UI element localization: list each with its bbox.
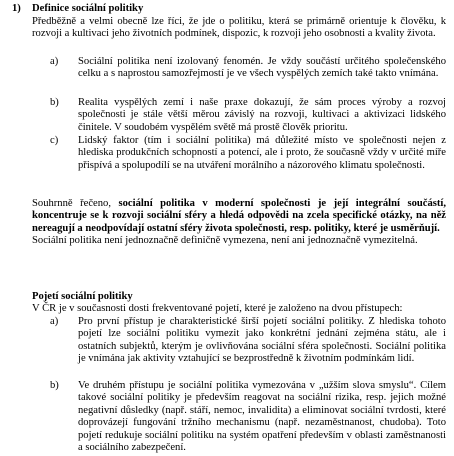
summary-lead: Souhrnně řečeno,: [32, 198, 119, 209]
summary-bold: sociální politika v moderní společnosti je její integrální součástí, koncentruje se k rozvoji sociální sféry a hledá odpovědi na zcela specifické otázky, na něž nereagují a neodpovídají ostatní sféry života společnosti, resp. politiky, které je usměrňují.: [32, 198, 446, 234]
list-item-marker: a): [50, 56, 59, 67]
list-item-text: Pro první přístup je charakteristické širší pojetí sociální politiky. Z hlediska tohoto pojetí lze sociální politiku vymezit jako konkrétní jednání zejména státu, ale i ostatních subjektů, kterým je ovlivňována sociální sféra společnosti. Sociální politika je vnímána jak aktivity vztahující se bezprostředně k životním podmínkám lidí.: [78, 316, 446, 365]
list-item-marker: a): [50, 316, 59, 327]
section-2-intro: V ČR je v současnosti dosti frekventované pojetí, které je založeno na dvou přístupech:: [32, 303, 403, 314]
section-2-heading: Pojetí sociální politiky: [32, 291, 133, 302]
section-1-number: 1): [12, 3, 21, 14]
list-item-text: Ve druhém přístupu je sociální politika vymezována v „užším slova smyslu“. Cílem takové sociální politiky je především reagovat na sociální rizika, resp. jejich možné negativní důsledky (např. stáří, nemoc, invalidita) a eliminovat sociální tvrdosti, které doprovázejí fungování tržního mechanismu (např. nezaměstnanost, chudoba). Toto pojetí redukuje sociální politiku na systém opatření především v oblasti zaměstnanosti a sociálního zabezpečení.: [78, 380, 446, 454]
summary-tail: Sociální politika není jednoznačně definičně vymezena, není ani jednoznačně vymezitelná.: [32, 235, 418, 247]
list-item-marker: b): [50, 97, 59, 108]
list-item-marker: b): [50, 380, 59, 391]
list-item-text: Lidský faktor (tím i sociální politika) má důležité místo ve společnosti nejen z hlediska produkčních schopností a potencí, ale i proto, že současně vždy v určité míře přispívá a spolupodílí se na utváření morálního a názorového klimatu společnosti.: [78, 135, 446, 171]
section-1-intro: Předběžně a velmi obecně lze říci, že jde o politiku, která se primárně orientuje k člověku, k rozvoji a kultivaci jeho životních podmínek, dispozic, k rozvoji jeho osobnosti a kvality života.: [32, 16, 446, 40]
list-item-text: Sociální politika není izolovaný fenomén. Je vždy součástí určitého společenského celku a s naprostou samozřejmostí je ve všech vyspělých zemích také takto vnímána.: [78, 56, 446, 80]
section-1-summary: [32, 198, 446, 248]
list-item-text: Realita vyspělých zemí i naše praxe dokazují, že sám proces výroby a rozvoj společnosti je stále větší měrou závislý na rozvoji, kultivaci a aktivizaci lidského činitele. V soudobém vyspělém světě má prostě člověk prioritu.: [78, 97, 446, 133]
section-1-heading: [12, 3, 143, 15]
list-item-marker: c): [50, 135, 59, 146]
section-1-title: Definice sociální politiky: [32, 3, 144, 14]
